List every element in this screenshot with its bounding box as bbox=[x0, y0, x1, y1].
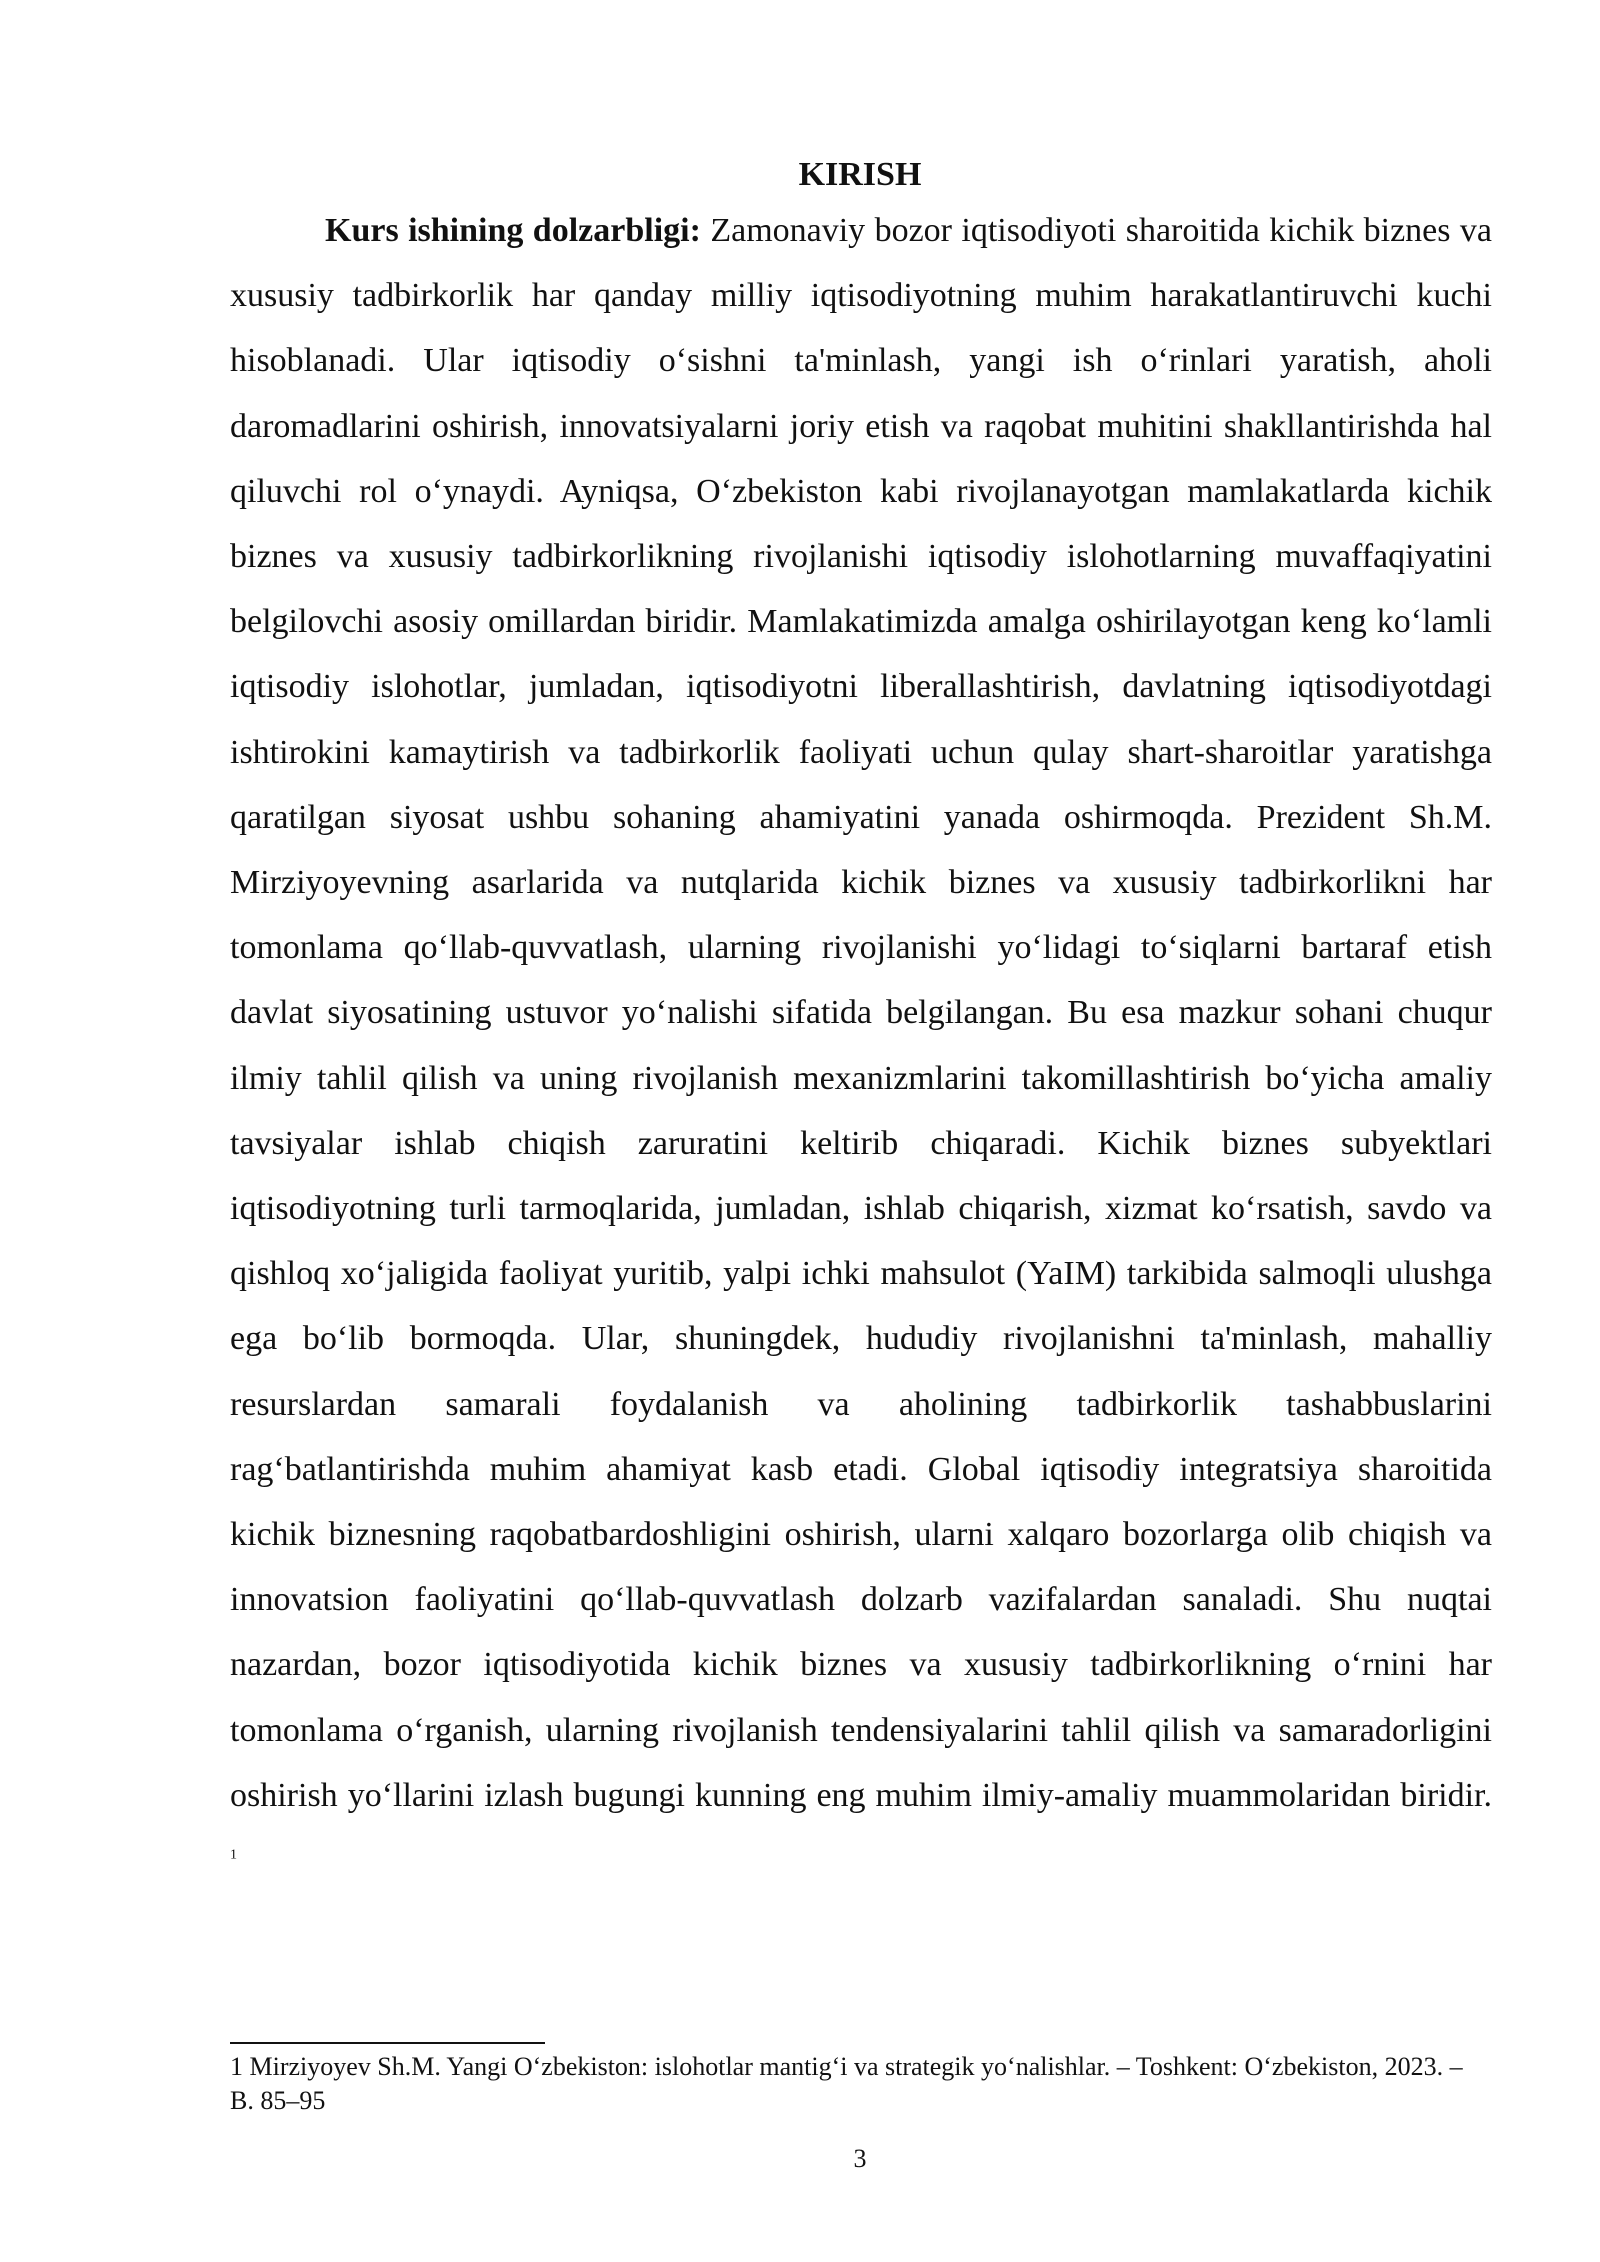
lead-phrase: Kurs ishining dolzarbligi: bbox=[325, 212, 701, 249]
footnote-separator bbox=[230, 2042, 545, 2044]
paragraph-text: Zamonaviy bozor iqtisodiyoti sharoitida kichik biznes va xususiy tadbirkorlik har qanday milliy iqtisodiyotning muhim harakatlantiruvchi kuchi hisoblanadi. Ular iqtisodiy o‘sishni ta'minlash, yangi ish o‘rinlari yaratish, aholi daromadlarini oshirish, innovatsiyalarni joriy etish va raqobat muhitini shakllantirishda hal qiluvchi rol o‘ynaydi. Ayniqsa, O‘zbekiston kabi rivojlanayotgan mamlakatlarda kichik biznes va xususiy tadbirkorlikning rivojlanishi iqtisodiy islohotlarning muvaffaqiyatini belgilovchi asosiy omillardan biridir. Mamlakatimizda amalga oshirilayotgan keng ko‘lamli iqtisodiy islohotlar, jumladan, iqtisodiyotni liberallashtirish, davlatning iqtisodiyotdagi ishtirokini kamaytirish va tadbirkorlik faoliyati uchun qulay shart-sharoitlar yaratishga qaratilgan siyosat ushbu sohaning ahamiyatini yanada oshirmoqda. Prezident Sh.M. Mirziyoyevning asarlarida va nutqlarida kichik biznes va xususiy tadbirkorlikni har tomonlama qo‘llab-quvvatlash, ularning rivojlanishi yo‘lidagi to‘siqlarni bartaraf etish davlat siyosatining ustuvor yo‘nalishi sifatida belgilangan. Bu esa mazkur sohani chuqur ilmiy tahlil qilish va uning rivojlanish mexanizmlarini takomillashtirish bo‘yicha amaliy tavsiyalar ishlab chiqish zaruratini keltirib chiqaradi. Kichik biznes subyektlari iqtisodiyotning turli tarmoqlarida, jumladan, ishlab chiqarish, xizmat ko‘rsatish, savdo va qishloq xo‘jaligida faoliyat yuritib, yalpi ichki mahsulot (YaIM) tarkibida salmoqli ulushga ega bo‘lib bormoqda. Ular, shuningdek, hududiy rivojlanishni ta'minlash, mahalliy resurslardan samarali foydalanish va aholining tadbirkorlik tashabbuslarini rag‘batlantirishda muhim ahamiyat kasb etadi. Global iqtisodiy integratsiya sharoitida kichik biznesning raqobatbardoshligini oshirish, ularni xalqaro bozorlarga olib chiqish va innovatsion faoliyatini qo‘llab-quvvatlash dolzarb vazifalardan sanaladi. Shu nuqtai nazardan, bozor iqtisodiyotida kichik biznes va xususiy tadbirkorlikning o‘rnini har tomonlama o‘rganish, ularning rivojlanish tendensiyalarini tahlil qilish va samaradorligini oshirish yo‘llarini izlash bugungi kunning eng muhim ilmiy-amaliy muammolaridan biridir. bbox=[230, 212, 1492, 1814]
body-paragraph bbox=[230, 198, 1492, 1893]
footnote-text: 1 Mirziyoyev Sh.M. Yangi O‘zbekiston: islohotlar mantig‘i va strategik yo‘nalishlar. – Toshkent: O‘zbekiston, 2023. – B. 85–95 bbox=[230, 2052, 1463, 2115]
footnote-reference[interactable]: 1 bbox=[230, 1847, 237, 1863]
page-heading: KIRISH bbox=[798, 156, 922, 193]
page-number: 3 bbox=[853, 2144, 867, 2173]
